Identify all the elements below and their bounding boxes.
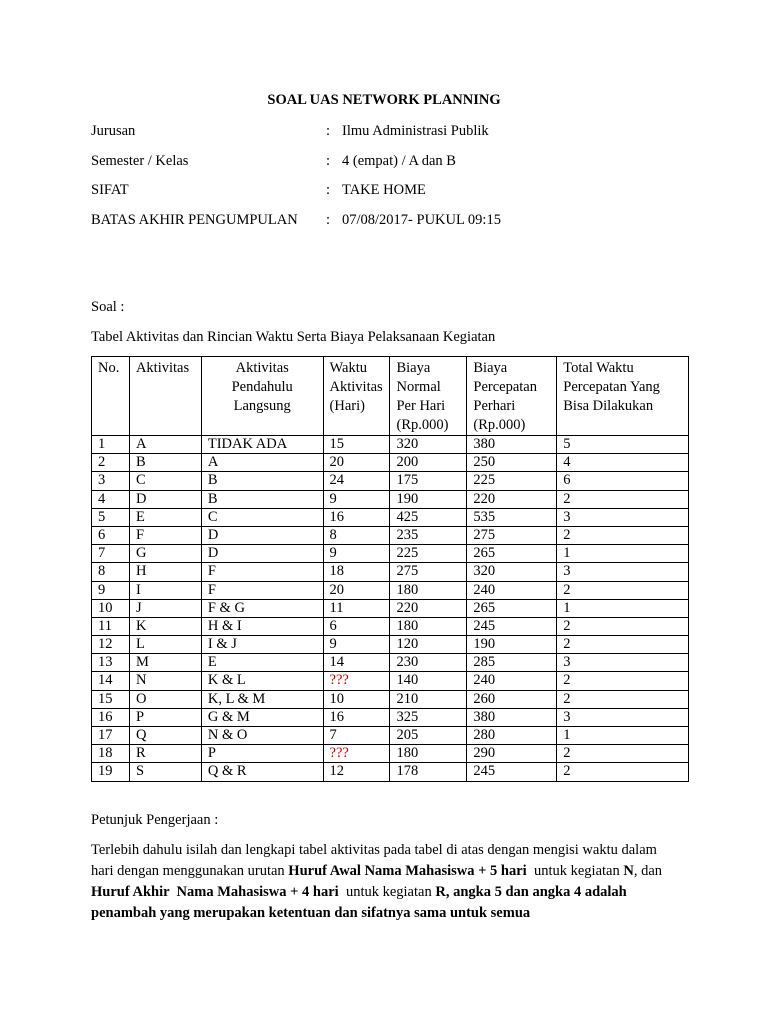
table-cell: A <box>201 454 323 472</box>
table-cell: 2 <box>557 672 689 690</box>
table-row <box>92 727 689 745</box>
table-cell: R <box>129 745 201 763</box>
soal-label: Soal : <box>91 299 125 315</box>
table-cell: 245 <box>467 617 557 635</box>
table-cell: 9 <box>92 581 130 599</box>
table-cell: B <box>129 454 201 472</box>
table-cell: 18 <box>92 745 130 763</box>
table-row <box>92 490 689 508</box>
column-header-line: Aktivitas <box>235 360 289 376</box>
column-header <box>201 357 323 436</box>
meta-label: SIFAT <box>91 182 129 198</box>
table-cell: B <box>201 490 323 508</box>
column-header-line: Total Waktu <box>563 360 634 376</box>
table-cell: 265 <box>467 599 557 617</box>
table-row <box>92 745 689 763</box>
column-header <box>467 357 557 436</box>
table-cell: 2 <box>557 745 689 763</box>
table-cell: 3 <box>557 508 689 526</box>
table-cell: 275 <box>467 526 557 544</box>
table-cell: 320 <box>390 436 467 454</box>
table-cell: 2 <box>557 617 689 635</box>
table-cell: 11 <box>323 599 390 617</box>
table-cell: H & I <box>201 617 323 635</box>
table-row <box>92 508 689 526</box>
table-cell: 320 <box>467 563 557 581</box>
table-cell: Q & R <box>201 763 323 781</box>
table-cell: 220 <box>467 490 557 508</box>
table-row <box>92 581 689 599</box>
table-cell: O <box>129 690 201 708</box>
table-cell: 1 <box>92 436 130 454</box>
column-header-line: Biaya <box>396 360 431 376</box>
table-cell: 3 <box>557 563 689 581</box>
column-header-line: No. <box>98 360 120 376</box>
meta-value: 07/08/2017- PUKUL 09:15 <box>342 211 501 228</box>
table-cell: D <box>201 545 323 563</box>
table-cell: B <box>201 472 323 490</box>
table-row <box>92 563 689 581</box>
table-cell: 2 <box>557 690 689 708</box>
column-header-line: Aktivitas <box>329 379 383 395</box>
table-cell: G & M <box>201 708 323 726</box>
column-header-line: Waktu <box>329 360 368 376</box>
meta-value: 4 (empat) / A dan B <box>342 152 456 169</box>
column-header <box>390 357 467 436</box>
table-cell: 14 <box>92 672 130 690</box>
table-cell: 190 <box>467 636 557 654</box>
table-cell: 205 <box>390 727 467 745</box>
column-header-line: Aktivitas <box>135 360 190 376</box>
table-row <box>92 472 689 490</box>
table-cell: 240 <box>467 672 557 690</box>
meta-value: Ilmu Administrasi Publik <box>342 123 489 139</box>
column-header <box>92 357 130 436</box>
instruction-text: untuk kegiatan <box>338 884 436 900</box>
table-row <box>92 708 689 726</box>
table-cell: 290 <box>467 745 557 763</box>
table-cell: 17 <box>92 727 130 745</box>
table-cell: 14 <box>323 654 390 672</box>
instruction-text: untuk kegiatan <box>526 863 624 879</box>
table-cell: 3 <box>557 654 689 672</box>
table-cell: 15 <box>323 436 390 454</box>
instruction-text: , dan <box>633 863 666 879</box>
table-body <box>92 436 689 782</box>
table-cell: 7 <box>92 545 130 563</box>
table-cell: N & O <box>201 727 323 745</box>
table-cell: 235 <box>390 526 467 544</box>
table-cell: 10 <box>92 599 130 617</box>
table-cell: 16 <box>323 708 390 726</box>
table-row <box>92 636 689 654</box>
table-cell: 260 <box>467 690 557 708</box>
table-cell: 6 <box>557 472 689 490</box>
table-row <box>92 763 689 781</box>
meta-row-sifat <box>91 181 731 211</box>
table-cell: 180 <box>390 745 467 763</box>
table-cell: 4 <box>92 490 130 508</box>
meta-label: Jurusan <box>91 123 136 139</box>
column-header-line: Bisa Dilakukan <box>563 398 654 414</box>
table-cell: 285 <box>467 654 557 672</box>
table-row <box>92 526 689 544</box>
table-cell: 225 <box>390 545 467 563</box>
meta-row-jurusan <box>91 122 731 152</box>
table-cell: M <box>129 654 201 672</box>
activity-table <box>91 356 689 782</box>
meta-colon: : <box>326 152 331 169</box>
table-cell: A <box>129 436 201 454</box>
table-cell: 9 <box>323 490 390 508</box>
meta-row-semester <box>91 152 731 182</box>
meta-colon: : <box>326 211 331 228</box>
table-cell: F <box>201 563 323 581</box>
column-header-line: Perhari <box>473 398 516 414</box>
table-row <box>92 672 689 690</box>
column-header-line: (Hari) <box>329 398 365 414</box>
table-cell: 20 <box>323 454 390 472</box>
table-cell: K <box>129 617 201 635</box>
table-cell: 6 <box>323 617 390 635</box>
table-cell: 1 <box>557 599 689 617</box>
table-cell: F <box>129 526 201 544</box>
instructions-heading: Petunjuk Pengerjaan : <box>91 812 219 828</box>
table-cell: 9 <box>323 545 390 563</box>
table-cell: 140 <box>390 672 467 690</box>
table-cell: 5 <box>92 508 130 526</box>
table-cell: 200 <box>390 454 467 472</box>
table-cell: E <box>201 654 323 672</box>
column-header-line: Langsung <box>233 398 291 414</box>
table-caption: Tabel Aktivitas dan Rincian Waktu Serta Biaya Pelaksanaan Kegiatan <box>91 329 496 345</box>
table-cell: 225 <box>467 472 557 490</box>
table-cell: 20 <box>323 581 390 599</box>
table-cell: 380 <box>467 708 557 726</box>
table-cell: 380 <box>467 436 557 454</box>
meta-row-deadline <box>91 211 731 241</box>
table-cell: P <box>201 745 323 763</box>
table-cell: 240 <box>467 581 557 599</box>
table-cell: 210 <box>390 690 467 708</box>
instruction-text: Terlebih dahulu isilah dan lengkapi tabel aktivitas pada tabel di atas dengan mengisi waktu dalam hari dengan menggunakan urutan <box>91 842 661 879</box>
table-cell: C <box>129 472 201 490</box>
table-cell: I <box>129 581 201 599</box>
table-cell: E <box>129 508 201 526</box>
table-cell: S <box>129 763 201 781</box>
table-cell: 180 <box>390 581 467 599</box>
table-row <box>92 454 689 472</box>
table-cell: 2 <box>557 581 689 599</box>
table-cell: D <box>201 526 323 544</box>
table-cell: 19 <box>92 763 130 781</box>
table-cell: 2 <box>92 454 130 472</box>
column-header-line: Pendahulu <box>231 379 293 395</box>
column-header-line: (Rp.000) <box>396 417 449 433</box>
table-cell: Q <box>129 727 201 745</box>
meta-value: TAKE HOME <box>342 182 426 198</box>
table-row <box>92 617 689 635</box>
table-cell: 325 <box>390 708 467 726</box>
table-cell: J <box>129 599 201 617</box>
table-cell: 16 <box>323 508 390 526</box>
table-cell: L <box>129 636 201 654</box>
table-cell: 175 <box>390 472 467 490</box>
meta-colon: : <box>326 123 331 139</box>
table-cell: 245 <box>467 763 557 781</box>
table-cell: 16 <box>92 708 130 726</box>
exam-info <box>91 122 731 240</box>
table-cell: 12 <box>323 763 390 781</box>
table-row <box>92 599 689 617</box>
table-cell: 178 <box>390 763 467 781</box>
table-row <box>92 545 689 563</box>
table-cell: 6 <box>92 526 130 544</box>
table-header-row <box>92 357 689 436</box>
table-row <box>92 690 689 708</box>
table-cell: 425 <box>390 508 467 526</box>
column-header-line: (Rp.000) <box>473 417 526 433</box>
table-cell: TIDAK ADA <box>201 436 323 454</box>
table-cell: 13 <box>92 654 130 672</box>
column-header-line: Percepatan <box>473 379 537 395</box>
table-cell: 8 <box>92 563 130 581</box>
table-cell: N <box>129 672 201 690</box>
table-cell: 180 <box>390 617 467 635</box>
column-header-line: Normal <box>396 379 441 395</box>
table-cell: ??? <box>323 745 390 763</box>
table-cell: 1 <box>557 727 689 745</box>
meta-label: Semester / Kelas <box>91 152 189 169</box>
table-cell: D <box>129 490 201 508</box>
table-cell: I & J <box>201 636 323 654</box>
table-cell: F & G <box>201 599 323 617</box>
instruction-emphasis: N <box>623 863 634 879</box>
table-cell: K, L & M <box>201 690 323 708</box>
table-cell: 4 <box>557 454 689 472</box>
table-cell: G <box>129 545 201 563</box>
table-cell: 275 <box>390 563 467 581</box>
table-row <box>92 436 689 454</box>
table-cell: 280 <box>467 727 557 745</box>
column-header <box>129 357 201 436</box>
column-header <box>323 357 390 436</box>
table-cell: 1 <box>557 545 689 563</box>
table-cell: 15 <box>92 690 130 708</box>
column-header-line: Per Hari <box>396 398 446 414</box>
table-cell: P <box>129 708 201 726</box>
table-cell: 24 <box>323 472 390 490</box>
column-header-line: Percepatan Yang <box>563 379 660 395</box>
table-cell: 7 <box>323 727 390 745</box>
instruction-emphasis: R, angka 5 dan angka 4 adalah penambah yang merupakan ketentuan dan sifatnya sama untuk semua <box>91 884 631 921</box>
table-cell: 230 <box>390 654 467 672</box>
table-cell: 3 <box>92 472 130 490</box>
table-cell: ??? <box>323 672 390 690</box>
table-row <box>92 654 689 672</box>
meta-label: BATAS AKHIR PENGUMPULAN <box>91 211 298 228</box>
table-cell: 12 <box>92 636 130 654</box>
table-cell: 120 <box>390 636 467 654</box>
table-cell: 190 <box>390 490 467 508</box>
table-cell: H <box>129 563 201 581</box>
table-cell: F <box>201 581 323 599</box>
instruction-emphasis: Huruf Akhir Nama Mahasiswa + 4 hari <box>91 884 339 900</box>
table-cell: 5 <box>557 436 689 454</box>
table-cell: K & L <box>201 672 323 690</box>
table-cell: 2 <box>557 526 689 544</box>
column-header <box>557 357 689 436</box>
table-cell: 9 <box>323 636 390 654</box>
table-cell: C <box>201 508 323 526</box>
table-cell: 220 <box>390 599 467 617</box>
table-cell: 2 <box>557 763 689 781</box>
table-cell: 535 <box>467 508 557 526</box>
table-cell: 2 <box>557 490 689 508</box>
table-cell: 8 <box>323 526 390 544</box>
table-cell: 3 <box>557 708 689 726</box>
page-title: SOAL UAS NETWORK PLANNING <box>267 92 501 108</box>
instruction-emphasis: Huruf Awal Nama Mahasiswa + 5 hari <box>288 863 527 879</box>
table-cell: 250 <box>467 454 557 472</box>
table-cell: 265 <box>467 545 557 563</box>
table-cell: 18 <box>323 563 390 581</box>
instructions-text <box>91 840 681 924</box>
table-cell: 10 <box>323 690 390 708</box>
column-header-line: Biaya <box>473 360 508 376</box>
meta-colon: : <box>326 182 331 198</box>
table-cell: 11 <box>92 617 130 635</box>
table-cell: 2 <box>557 636 689 654</box>
